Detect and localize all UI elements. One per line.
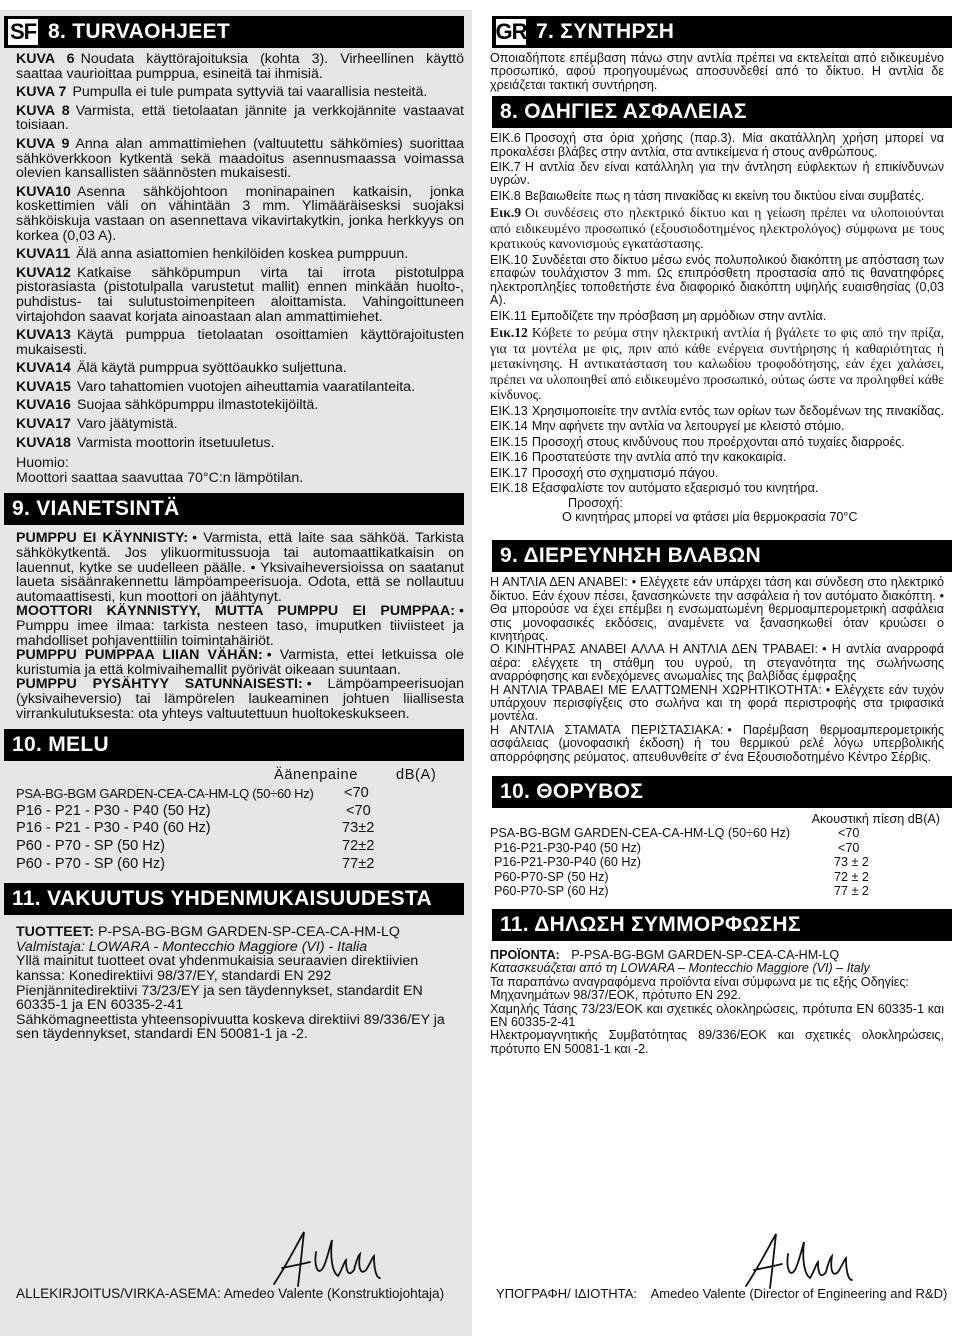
item-text: Συνδέεται στο δίκτυο μέσω ενός πολυπολικού διακόπτη με απόσταση των επαφών τουλάχιστον 3 mm. Ως επιπρόσθετη προστασία από τις θανατηφόρες ηλεκτροπληξίες τοποθετήστε ένα διαφορικό διακόπτη υψηλής ευαισθησίας (0,03 A). <box>490 253 944 308</box>
item-text: Käytä pumppua tietolaatan osoittamien käyttörajoitusten mukaisesti. <box>16 327 464 358</box>
item-text: Οι συνδέσεις στο ηλεκτρικό δίκτυο και η γείωση πρέπει να υλοποιούνται από ειδικευμένο προσωπικό (εξουσιοδοτημένος ηλεκτρολόγος) σύμφωνα με τους κρατικούς κανονισμούς εγκατάστασης. <box>490 205 944 252</box>
list-item <box>490 684 944 724</box>
row-name: P60 - P70 - SP (50 Hz) <box>16 837 165 854</box>
item-text: Noudata käyttörajoituksia (kohta 3). Virheellinen käyttö saattaa vaurioittaa pumppua, esineitä tai ihmisiä. <box>16 51 464 82</box>
item-text: Varmista moottorin itsetuuletus. <box>76 434 275 451</box>
item-label: ΕΙΚ.11 <box>490 308 527 323</box>
list-item <box>16 604 464 648</box>
item-label: ΕΙΚ.15 <box>490 434 528 449</box>
list-item <box>16 531 464 604</box>
section-title: 8. TURVAOHJEET <box>48 20 230 43</box>
item-label: Εικ.12 <box>490 325 528 341</box>
list-item <box>16 185 464 243</box>
item-text: Προσοχή στα όρια χρήσης (παρ.3). Μία ακατάλληλη χρήση μπορεί να προκαλέσει βλάβες στην αντλία, στα αντικείμενα ή στους ανθρώπους. <box>490 131 944 159</box>
products-label: ΠΡΟΪΟΝΤΑ: <box>490 947 560 962</box>
item-label: PUMPPU PYSÄHTYY SATUNNAISESTI: <box>16 676 303 693</box>
table-row <box>490 855 944 870</box>
declaration <box>490 949 944 1056</box>
list-item <box>490 254 944 308</box>
item-text: Älä käytä pumppua syöttöaukko suljettuna. <box>76 360 347 377</box>
list-item <box>16 328 464 357</box>
declaration-line: Χαμηλής Τάσης 73/23/ΕΟΚ και σχετικές ολοκληρώσεις, πρότυπα EN 60335-1 και EN 60335-2-41 <box>490 1001 944 1029</box>
noise-table <box>16 767 464 873</box>
table-row <box>16 785 464 803</box>
item-label: Ο ΚΙΝΗΤΗΡΑΣ ΑΝΑΒΕΙ ΑΛΛΑ Η ΑΝΤΛΙΑ ΔΕΝ ΤΡΑΒΑΕΙ: <box>490 642 819 657</box>
section-title: 9. VIANETSINTÄ <box>12 497 180 521</box>
item-text: Εξασφαλίστε τον αυτόματο εξαερισμό του κινητήρα. <box>531 481 819 496</box>
noise-table <box>490 812 944 899</box>
item-label: ΕΙΚ.16 <box>490 450 528 465</box>
section-title: 11. ΔΗΛΩΣΗ ΣΥΜΜΟΡΦΩΣΗΣ <box>500 912 801 936</box>
declaration-line: Pienjännitedirektiivi 73/23/EY ja sen täydennykset, standardit EN 60335-1 ja EN 60335-2-41 <box>16 982 423 1014</box>
row-value: 72 ± 2 <box>834 869 869 884</box>
row-value: <70 <box>344 785 369 802</box>
item-text: Pumpulla ei tule pumpata syttyviä tai vaarallisia nesteitä. <box>72 84 428 101</box>
row-name: P60 - P70 - SP (60 Hz) <box>16 855 165 872</box>
item-text: • Varmista, että laite saa sähköä. Tarkista sähkökytkentä. Jos ylikuormitussuoja tai automaattikatkaisin on lauennut, kytke se uudelleen päälle. • Yksivaiheversioissa on saatanut laueta sisäänrakennettu lämpöampeerisuoja. Odota, että se nollautuu automaattisesti, kun moottori on jäähtynyt. <box>16 530 464 605</box>
row-value: 72±2 <box>342 837 375 854</box>
item-text: Προσοχή στο σχηματισμό πάγου. <box>531 465 719 480</box>
row-name: P16-P21-P30-P40 (60 Hz) <box>494 855 641 870</box>
item-label: KUVA17 <box>16 416 71 433</box>
item-label: KUVA14 <box>16 360 71 377</box>
section-header-8 <box>492 96 952 128</box>
item-label: KUVA16 <box>16 397 71 414</box>
item-text: • Ελέγχετε εάν υπάρχει τάση και σύνδεση στο ηλεκτρικό δίκτυο. Εάν έχουν πέσει, ξανασηκώνετε την ασφάλεια ή τον αυτόματο διακόπτη. • Θα μπορούσε να έχει επέμβει η ενσωματωμένη θερμοαμπερομετρική ασφάλεια στις μονοφασικές εκδόσεις, αναμένετε να ξανασηκωθεί όταν κρυώσει ο κινητήρας. <box>490 575 944 643</box>
list-item <box>16 137 464 181</box>
list-item <box>16 85 464 100</box>
row-name: P60-P70-SP (60 Hz) <box>494 884 609 899</box>
section-header-10 <box>4 729 464 761</box>
table-row <box>490 841 944 856</box>
item-label: ΕΙΚ.17 <box>490 465 528 480</box>
table-row <box>490 884 944 899</box>
item-label: ΕΙΚ.7 <box>490 160 521 175</box>
list-item <box>490 420 944 433</box>
signature-line: ALLEKIRJOITUS/VIRKA-ASEMA: Amedeo Valente (Konstruktiojohtaja) <box>16 1286 445 1301</box>
row-value: 73 ± 2 <box>834 855 869 870</box>
table-row <box>490 826 944 841</box>
item-label: KUVA18 <box>16 434 71 451</box>
row-value: <70 <box>838 840 860 855</box>
item-text: Suojaa sähköpumppu ilmastotekijöiltä. <box>76 397 319 414</box>
item-label: MOOTTORI KÄYNNISTYY, MUTTA PUMPPU EI PUMPPAA: <box>16 603 456 620</box>
table-row <box>16 820 464 838</box>
manufacturer-line: Valmistaja: LOWARA - Montecchio Maggiore (VI) - Italia <box>16 938 368 955</box>
item-label: ΕΙΚ.13 <box>490 404 528 419</box>
list-item <box>16 380 464 395</box>
item-label: KUVA 9 <box>16 135 70 152</box>
products-line <box>490 949 944 962</box>
note-text: Ο κινητήρας μπορεί να φτάσει μία θερμοκρασία 70°C <box>562 509 858 524</box>
item-label: KUVA13 <box>16 327 71 344</box>
item-text: Χρησιμοποιείτε την αντλία εντός των ορίων των δεδομένων της πινακίδας. <box>531 404 944 419</box>
troubleshooting-text <box>16 531 464 721</box>
item-text: Varo jäätymistä. <box>76 416 178 433</box>
item-text: Η αντλία δεν είναι κατάλληλη για την άντληση εύφλεκτων ή επικίνδυνων υγρών. <box>490 160 944 188</box>
row-value: <70 <box>838 825 860 840</box>
declaration-line: Sähkömagneettista yhteensopivuutta koskeva direktiivi 89/336/EY ja sen täydennykset, standardi EN 50081-1 ja -2. <box>16 1011 445 1043</box>
signature-line <box>496 1286 947 1301</box>
list-item <box>490 405 944 418</box>
list-item <box>490 161 944 188</box>
note-label: Huomio: <box>16 455 69 472</box>
item-label: KUVA11 <box>16 246 71 263</box>
section-title: 10. MELU <box>12 733 109 757</box>
row-name: P16-P21-P30-P40 (50 Hz) <box>494 840 641 855</box>
item-label: KUVA12 <box>16 264 71 281</box>
item-label: ΕΙΚ.10 <box>490 253 528 268</box>
safety-list <box>16 52 464 450</box>
item-label: Η ΑΝΤΛΙΑ ΔΕΝ ΑΝΑΒΕΙ: <box>490 575 628 590</box>
list-item <box>490 310 944 323</box>
troubleshooting-text <box>490 576 944 764</box>
list-item <box>16 436 464 451</box>
section-title: 10. ΘΟΡΥΒΟΣ <box>500 779 644 803</box>
declaration-line: Ηλεκτρομαγνητικής Συμβατότητας 89/336/ΕΟΚ και σχετικές ολοκληρώσεις, πρότυπο EN 50081-1 και -2. <box>490 1028 944 1056</box>
item-text: Varo tahattomien vuotojen aiheuttamia vaaratilanteita. <box>76 378 416 395</box>
row-name: P16 - P21 - P30 - P40 (60 Hz) <box>16 820 211 837</box>
table-row <box>16 856 464 874</box>
list-item <box>490 190 944 203</box>
item-text: Anna alan ammattimiehen (valtuutettu sähkömies) suorittaa sähköverkkoon kytkentä sekä maadoitus asennusmaassa voimassa olevien kansallisten säännösten mukaisesti. <box>16 135 465 182</box>
declaration-line: Τα παραπάνω αναγραφόμενα προϊόντα είναι σύμφωνα με τις εξής Οδηγίες: <box>490 974 909 989</box>
list-item <box>490 482 944 495</box>
item-label: KUVA10 <box>16 183 71 200</box>
row-value: 77 ± 2 <box>834 884 869 899</box>
note <box>16 456 464 485</box>
signature-label: ΥΠΟΓΡΑΦΗ/ ΙΔΙΟΤΗΤΑ: <box>496 1286 637 1301</box>
section-header-9 <box>4 493 464 525</box>
item-text: Κόβετε το ρεύμα στην ηλεκτρική αντλία ή βγάλετε το φις από την πρίζα, για τα μοντέλα με φις, πριν από κάθε ενέργεια συντήρησης ή καθαριότητας ή μετακίνησης. Η αντικατάσταση του καλωδίου τροφοδότησης, εάν έχει χαλάσει, πρέπει να υλοποιηθεί από ειδικευμένο προσωπικό, ούτως ώστε να προληφθεί κάθε κίνδυνος. <box>490 325 944 403</box>
noise-table-head <box>16 767 464 785</box>
item-text: • Ελέγχετε εάν τυχόν υπάρχουν περισφίγξεις στο σωλήνα και τη φορά περιστροφής στα τριφασικά μοντέλα. <box>490 682 944 724</box>
manufacturer-line: Κατασκευάζεται από τη LOWARA – Montecchio Maggiore (VI) – Italy <box>490 961 870 976</box>
section-title: 9. ΔΙΕΡΕΥΝΗΣΗ ΒΛΑΒΩΝ <box>500 544 761 568</box>
greek-column <box>482 10 954 1336</box>
item-text: • Lämpöampeerisuojan (yksivaiheversio) tai lämpörelen laukeaminen johtuen liiallisesta virrankulutuksesta: ota yhteys valtuutettuun huoltokeskukseen. <box>16 676 464 722</box>
list-item <box>16 266 464 324</box>
row-value: <70 <box>346 802 371 819</box>
section-title: 7. ΣΥΝΤΗΡΣΗ <box>536 20 675 43</box>
item-text: Προστατεύστε την αντλία από την κακοκαιρία. <box>531 450 787 465</box>
list-item <box>16 104 464 133</box>
row-name: PSA-BG-BGM GARDEN-CEA-CA-HM-LQ (50÷60 Hz) <box>490 825 791 840</box>
item-label: PUMPPU PUMPPAA LIIAN VÄHÄN: <box>16 647 263 664</box>
section-header-11 <box>492 909 952 941</box>
list-item <box>490 724 944 764</box>
language-badge: SF <box>6 17 40 47</box>
maintenance-text: Οποιαδήποτε επέμβαση πάνω στην αντλία πρέπει να εκτελείται από ειδικευμένο προσωπικό, αφού προηγουμένως αποσυνδεθεί από το δίκτυο. Η αντλία δε χρειάζεται τακτική συντήρηση. <box>490 51 944 92</box>
section-title: 11. VAKUUTUS YHDENMUKAISUUDESTA <box>12 887 433 911</box>
list-item <box>16 52 464 81</box>
table-row <box>16 803 464 821</box>
item-text: Προσοχή στους κινδύνους που προέρχονται από τυχαίες διαρροές. <box>531 434 905 449</box>
list-item <box>490 467 944 480</box>
item-text: • Παρέμβαση θερμοαμπερομετρικής ασφάλειας (μονοφασική έκδοση) ή του θερμικού ρελέ λόγω υπερβολικής απορρόφησης ρεύματος. απευθυνθείτε σ' ένα Εξουσιοδοτημένο Κέντρο Σέρβις. <box>490 722 944 764</box>
list-item <box>16 398 464 413</box>
products-line <box>16 925 464 940</box>
table-row <box>490 870 944 885</box>
section-header-10 <box>492 776 952 808</box>
section-title: 8. ΟΔΗΓΙΕΣ ΑΣΦΑΛΕΙΑΣ <box>500 100 747 124</box>
item-label: ΕΙΚ.6 <box>490 131 521 146</box>
item-label: KUVA 8 <box>16 102 70 119</box>
item-label: Εικ.9 <box>490 205 522 221</box>
products-value: P-PSA-BG-BGM GARDEN-SP-CEA-CA-HM-LQ <box>571 947 840 962</box>
item-text: Varmista, että tietolaatan jännite ja verkkojännite vastaavat toisiaan. <box>16 102 464 134</box>
signature-name: Amedeo Valente (Director of Engineering and R&D) <box>650 1286 948 1301</box>
item-label: ΕΙΚ.8 <box>490 188 521 203</box>
item-text: • Varmista, ettei letkuissa ole kuristumia ja että kolmivaihemallit pyörivät oikeaan suuntaan. <box>16 647 464 678</box>
list-item <box>16 247 464 262</box>
list-item <box>490 436 944 449</box>
item-label: Η ΑΝΤΛΙΑ ΤΡΑΒΑΕΙ ΜΕ ΕΛΑΤΤΩΜΕΝΗ ΧΩΡΗΤΙΚΟΤΗΤΑ: <box>490 682 822 697</box>
section-header-7 <box>492 16 952 48</box>
declaration <box>16 925 464 1042</box>
safety-list <box>490 132 944 495</box>
item-label: KUVA15 <box>16 378 71 395</box>
item-text: Asenna sähköjohtoon moninapainen katkaisin, jonka koskettimien väli on vähintään 3 mm. Ylimääräisesksi suojaksi sähköiskuja vastaan on asennettava vikavirtakytkin, jonka herkkyys on korkea (0,03 A). <box>16 183 464 244</box>
finnish-column <box>0 10 472 1336</box>
item-label: KUVA 6 <box>16 51 75 67</box>
section-header-9 <box>492 540 952 572</box>
list-item <box>490 132 944 159</box>
item-text: Μην αφήνετε την αντλία να λειτουργεί με κλειστό στόμιο. <box>531 419 845 434</box>
section-header-11 <box>4 883 464 915</box>
note <box>490 497 944 524</box>
list-item <box>490 643 944 683</box>
list-item <box>16 648 464 677</box>
declaration-line: Yllä mainitut tuotteet ovat yhdenmukaisia seuraavien direktiivien kanssa: Konedirektiivi 98/37/EY, standardi EN 292 <box>16 953 419 984</box>
note-text: Moottori saattaa saavuttaa 70°C:n lämpötilan. <box>16 469 304 486</box>
item-text: Katkaise sähköpumpun virta tai irrota pistotulppa pistorasiasta (pistotulpalla varustetut mallit) ennen minkään huolto-, puhdistus- tai sulutustoimenpiteen aloittamista. Vahingoittuneen virtajohdon saavat korjata ainoastaan alan ammattimiehet. <box>16 264 464 325</box>
item-text: Älä anna asiattomien henkilöiden koskea pumppuun. <box>76 246 409 263</box>
products-label: TUOTTEET: <box>16 924 95 941</box>
list-item <box>16 417 464 432</box>
table-row <box>16 838 464 856</box>
noise-table-head: Ακουστική πίεση dB(A) <box>811 811 940 826</box>
item-text: Βεβαιωθείτε πως η τάση πινακίδας κι εκείνη του δικτύου είναι συμβατές. <box>524 188 925 203</box>
list-item <box>490 325 944 403</box>
language-badge: GR <box>494 17 528 47</box>
row-name: P16 - P21 - P30 - P40 (50 Hz) <box>16 802 211 819</box>
item-text: • Pumppu imee ilmaa: tarkista nesteen taso, imuputken tiiviisteet ja mahdolliset pohjaventtiilin toimintahäiriöt. <box>16 603 464 649</box>
row-name: P60-P70-SP (50 Hz) <box>494 869 609 884</box>
item-label: Η ΑΝΤΛΙΑ ΣΤΑΜΑΤΑ ΠΕΡΙΣΤΑΣΙΑΚΑ: <box>490 722 724 737</box>
list-item <box>490 576 944 643</box>
row-name: PSA-BG-BGM GARDEN-CEA-CA-HM-LQ (50÷60 Hz) <box>16 786 314 802</box>
item-label: ΕΙΚ.14 <box>490 419 528 434</box>
item-label: KUVA 7 <box>16 84 67 101</box>
declaration-line: Μηχανημάτων 98/37/ΕΟΚ, πρότυπο EN 292. <box>490 988 741 1003</box>
products-value: P-PSA-BG-BGM GARDEN-SP-CEA-CA-HM-LQ <box>97 924 400 941</box>
item-label: ΕΙΚ.18 <box>490 481 528 496</box>
list-item <box>16 361 464 376</box>
list-item <box>490 451 944 464</box>
section-header-8 <box>4 16 464 48</box>
noise-head-pressure: Äänenpaine <box>274 767 358 784</box>
list-item <box>490 205 944 252</box>
list-item <box>16 677 464 721</box>
item-text: • Η αντλία αναρροφά αέρα: ελέγχετε τη στάθμη του υγρού, τη στεγανότητα της σωλήνωσης αναρρόφησης και ενδεχόμενες ανωμαλίες της βαλβίδας έμφραξης <box>490 642 944 684</box>
row-value: 73±2 <box>342 820 375 837</box>
noise-head-unit: dB(A) <box>396 767 437 784</box>
row-value: 77±2 <box>342 855 375 872</box>
note-label: Προσοχή: <box>568 496 623 511</box>
item-label: PUMPPU EI KÄYNNISTY: <box>16 530 189 547</box>
item-text: Εμποδίζετε την πρόσβαση μη αρμόδιων στην αντλία. <box>530 308 827 323</box>
